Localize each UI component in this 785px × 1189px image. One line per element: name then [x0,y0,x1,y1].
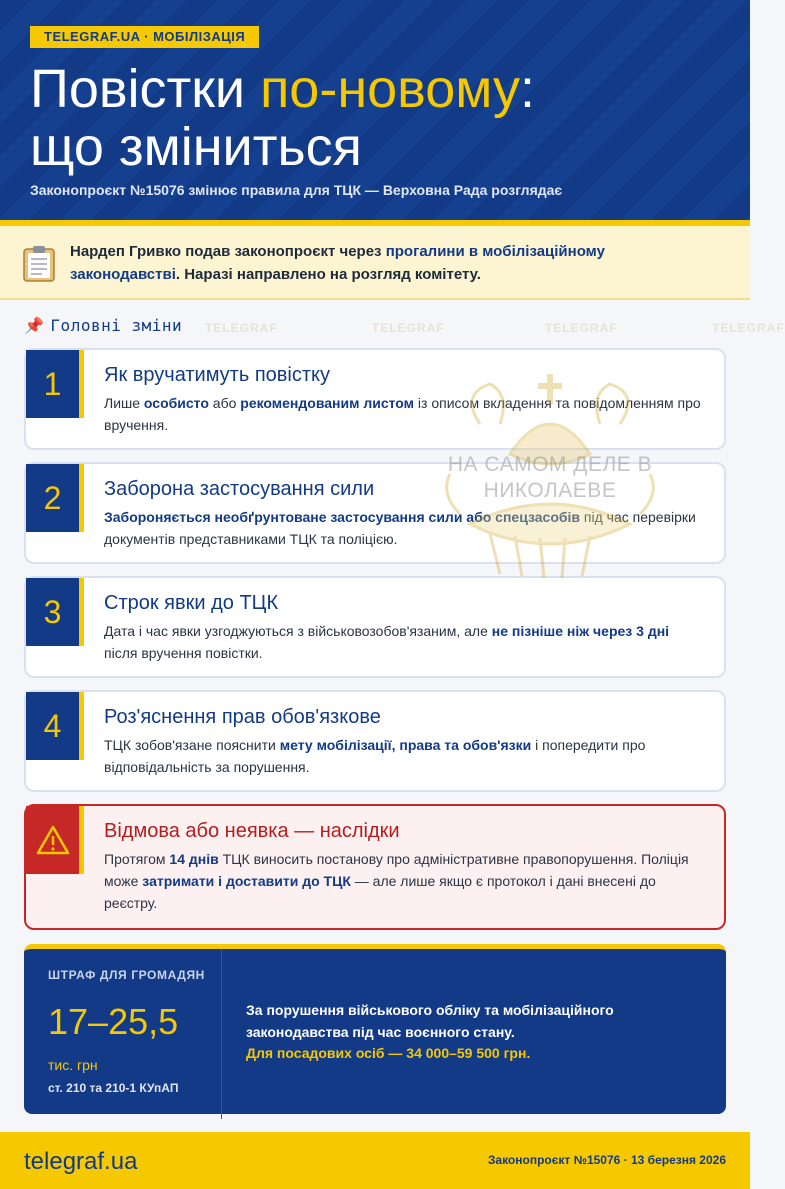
watermark-label: TELEGRAF [712,321,785,335]
intro-banner [0,226,750,300]
card-text: ТЦК виносить постанову про адміністративне правопорушення. Поліція може [104,851,689,889]
warning-title: Відмова або неявка — наслідки [104,820,400,842]
card-text: після вручення повістки. [104,645,263,661]
header [0,0,750,226]
warning-card[interactable] [24,804,726,930]
card-emphasis: Забороняється необґрунтоване застосування сили або спецзасобів [104,509,581,525]
card-text: Лише [104,395,144,411]
card-title: Роз'яснення прав обов'язкове [104,706,381,728]
emblem-watermark-text: НА САМОМ ДЕЛЕ В НИКОЛАЕВЕ [447,453,653,502]
card-text: — але лише якщо є протокол і дані внесені до реєстру. [104,873,656,911]
intro-text-end: . Наразі направлено на розгляд комітету. [175,266,481,283]
fine-officials: Для посадових осіб — 34 000–59 500 грн. [246,1045,531,1061]
page-subtitle: Законопроєкт №15076 змінює правила для ТЦК — Верховна Рада розглядає [30,182,563,198]
warning-icon [36,825,70,855]
warning-body [104,848,704,914]
card-text: Дата і час явки узгоджуються з військовозобов'язаним, але [104,623,492,639]
fine-law-reference: ст. 210 та 210-1 КУпАП [48,1081,179,1095]
intro-text-start: Нардеп Гривко подав законопроєкт через [70,243,386,260]
footer-meta: Законопроєкт №15076 · 13 березня 2026 [487,1153,726,1167]
card-title: Строк явки до ТЦК [104,592,279,614]
category-tag[interactable]: TELEGRAF.UA · МОБІЛІЗАЦІЯ [30,26,259,48]
change-card-2[interactable] [24,462,726,564]
card-emphasis: не пізніше ніж через 3 дні [491,623,670,639]
fine-amount: 17–25,5 [48,1001,179,1042]
watermark-label: TELEGRAF [205,321,278,335]
change-card-4[interactable] [24,690,726,792]
title-part2: : [520,59,536,119]
watermark-label: TELEGRAF [545,321,618,335]
card-number: 2 [26,464,84,532]
card-title: Заборона застосування сили [104,478,375,500]
title-highlight: по-новому [260,59,521,119]
card-emphasis: особисто [143,395,209,411]
card-emphasis: рекомендованим листом [240,395,415,411]
title-line2: що зміниться [30,117,362,177]
card-number: 3 [26,578,84,646]
card-body [104,392,704,436]
watermark-label: TELEGRAF [372,321,445,335]
card-text: із описом вкладення та повідомленням про вручення. [104,395,701,433]
card-text: під час перевірки документів представниками ТЦК та поліцією. [104,509,696,547]
fine-description: За порушення військового обліку та мобілізаційного законодавства під час воєнного стану. [246,1002,614,1040]
change-card-3[interactable] [24,576,726,678]
card-emphasis: мету мобілізації, права та обов'язки [279,737,532,753]
intro-text [70,240,710,286]
page-title [30,60,730,176]
card-text: або [208,395,241,411]
card-title: Як вручатимуть повістку [104,364,330,386]
card-text: Протягом [104,851,170,867]
fine-label: ШТРАФ ДЛЯ ГРОМАДЯН [48,968,205,982]
fine-summary [24,949,222,1119]
footer-brand-link[interactable]: telegraf.ua [24,1148,138,1175]
intro-highlight[interactable]: прогалини в мобілізаційному законодавстві [70,243,605,283]
change-card-1[interactable] [24,348,726,450]
pin-icon: 📌 [24,316,45,335]
card-body [104,620,704,664]
section-title [24,316,182,335]
card-text: ТЦК зобов'язане пояснити [104,737,280,753]
card-emphasis: затримати і доставити до ТЦК [142,873,351,889]
clipboard-icon [22,244,56,282]
title-part1: Повістки [30,59,261,119]
fine-panel [24,944,726,1114]
footer [0,1132,750,1189]
fine-unit: тис. грн [48,1057,98,1073]
section-title-text: Головні зміни [50,316,183,335]
card-body [104,506,704,550]
card-body [104,734,704,778]
warning-badge [26,806,84,874]
card-text: і попередити про відповідальність за порушення. [104,737,646,775]
card-emphasis: 14 днів [169,851,219,867]
card-number: 4 [26,692,84,760]
card-number: 1 [26,350,84,418]
